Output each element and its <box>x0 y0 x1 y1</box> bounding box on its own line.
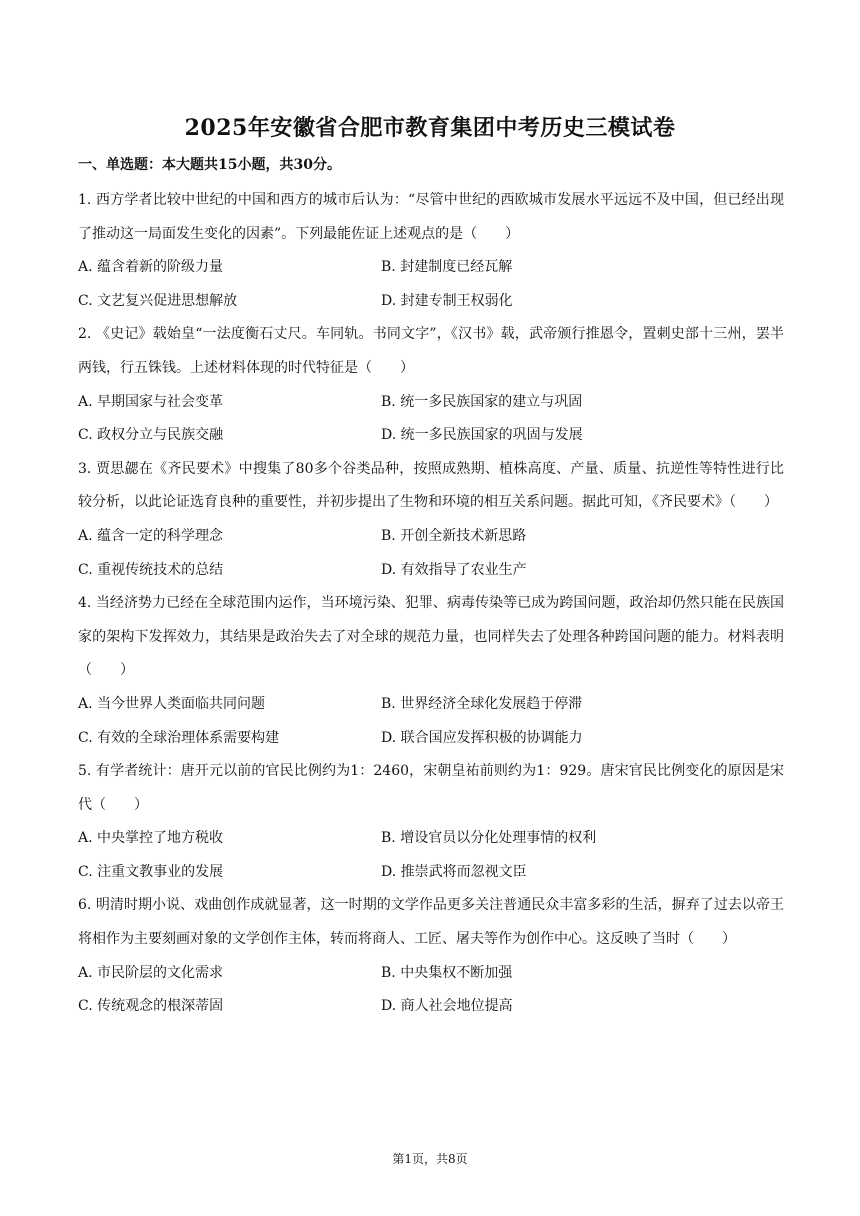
option-b: B. 封建制度已经瓦解 <box>381 259 513 276</box>
question-list <box>78 184 784 1024</box>
question-stem: 6. 明清时期小说、戏曲创作成就显著，这一时期的文学作品更多关注普通民众丰富多彩的生活，摒弃了过去以帝王将相作为主要刻画对象的文学创作主体，转而将商人、工匠、屠夫等作为创作中心。这反映了当时（ ） <box>78 897 784 948</box>
question-4 <box>78 587 784 755</box>
option-a: A. 市民阶层的文化需求 <box>78 964 224 981</box>
option-b: B. 世界经济全球化发展趋于停滞 <box>381 695 583 712</box>
option-a: A. 早期国家与社会变革 <box>78 393 224 410</box>
option-b: B. 统一多民族国家的建立与巩固 <box>381 393 583 410</box>
question-stem: 1. 西方学者比较中世纪的中国和西方的城市后认为：“尽管中世纪的西欧城市发展水平远远不及中国，但已经出现了推动这一局面发生变化的因素”。下列最能佐证上述观点的是（ ） <box>78 192 784 242</box>
option-grid <box>78 822 784 889</box>
question-3 <box>78 453 784 587</box>
option-d: D. 封建专制王权弱化 <box>381 292 513 309</box>
option-grid <box>78 386 784 453</box>
option-c: C. 文艺复兴促进思想解放 <box>78 292 238 309</box>
option-d: D. 联合国应发挥积极的协调能力 <box>381 729 583 746</box>
option-a: A. 蕴含着新的阶级力量 <box>78 259 224 276</box>
question-6 <box>78 889 784 1023</box>
option-c: C. 重视传统技术的总结 <box>78 561 224 578</box>
option-b: B. 增设官员以分化处理事情的权利 <box>381 830 597 847</box>
option-grid <box>78 688 784 755</box>
option-grid <box>78 520 784 587</box>
question-2 <box>78 318 784 452</box>
page-title: 2025年安徽省合肥市教育集团中考历史三模试卷 <box>184 115 676 141</box>
section-heading: 一、单选题：本大题共15小题，共30分。 <box>78 157 341 173</box>
option-a: A. 中央掌控了地方税收 <box>78 830 224 847</box>
option-b: B. 中央集权不断加强 <box>381 964 513 981</box>
option-grid <box>78 957 784 1024</box>
page-footer: 第1页，共8页 <box>392 1152 468 1166</box>
option-grid <box>78 251 784 318</box>
option-d: D. 商人社会地位提高 <box>381 998 513 1015</box>
option-d: D. 推崇武将而忽视文臣 <box>381 863 527 880</box>
option-c: C. 政权分立与民族交融 <box>78 427 224 444</box>
option-d: D. 有效指导了农业生产 <box>381 561 527 578</box>
option-d: D. 统一多民族国家的巩固与发展 <box>381 427 583 444</box>
question-stem: 4. 当经济势力已经在全球范围内运作，当环境污染、犯罪、病毒传染等已成为跨国问题，政治却仍然只能在民族国家的架构下发挥效力，其结果是政治失去了对全球的规范力量，也同样失去了处理各种跨国问题的能力。材料表明（ ） <box>78 595 784 679</box>
option-a: A. 当今世界人类面临共同问题 <box>78 695 266 712</box>
question-stem: 3. 贾思勰在《齐民要术》中搜集了80多个谷类品种，按照成熟期、植株高度、产量、质量、抗逆性等特性进行比较分析，以此论证选育良种的重要性，并初步提出了生物和环境的相互关系问题。据此可知，《齐民要术》（ ） <box>78 460 784 511</box>
question-5 <box>78 755 784 889</box>
option-a: A. 蕴含一定的科学理念 <box>78 527 224 544</box>
question-stem: 2. 《史记》载始皇“一法度衡石丈尺。车同轨。书同文字”，《汉书》载，武帝颁行推恩令，置刺史部十三州，罢半两钱，行五铢钱。上述材料体现的时代特征是（ ） <box>78 326 784 376</box>
option-c: C. 注重文教事业的发展 <box>78 863 224 880</box>
question-stem: 5. 有学者统计：唐开元以前的官民比例约为1：2460，宋朝皇祐前则约为1：929。唐宋官民比例变化的原因是宋代（ ） <box>78 763 784 813</box>
option-c: C. 有效的全球治理体系需要构建 <box>78 729 280 746</box>
question-1 <box>78 184 784 318</box>
option-c: C. 传统观念的根深蒂固 <box>78 998 224 1015</box>
option-b: B. 开创全新技术新思路 <box>381 527 527 544</box>
